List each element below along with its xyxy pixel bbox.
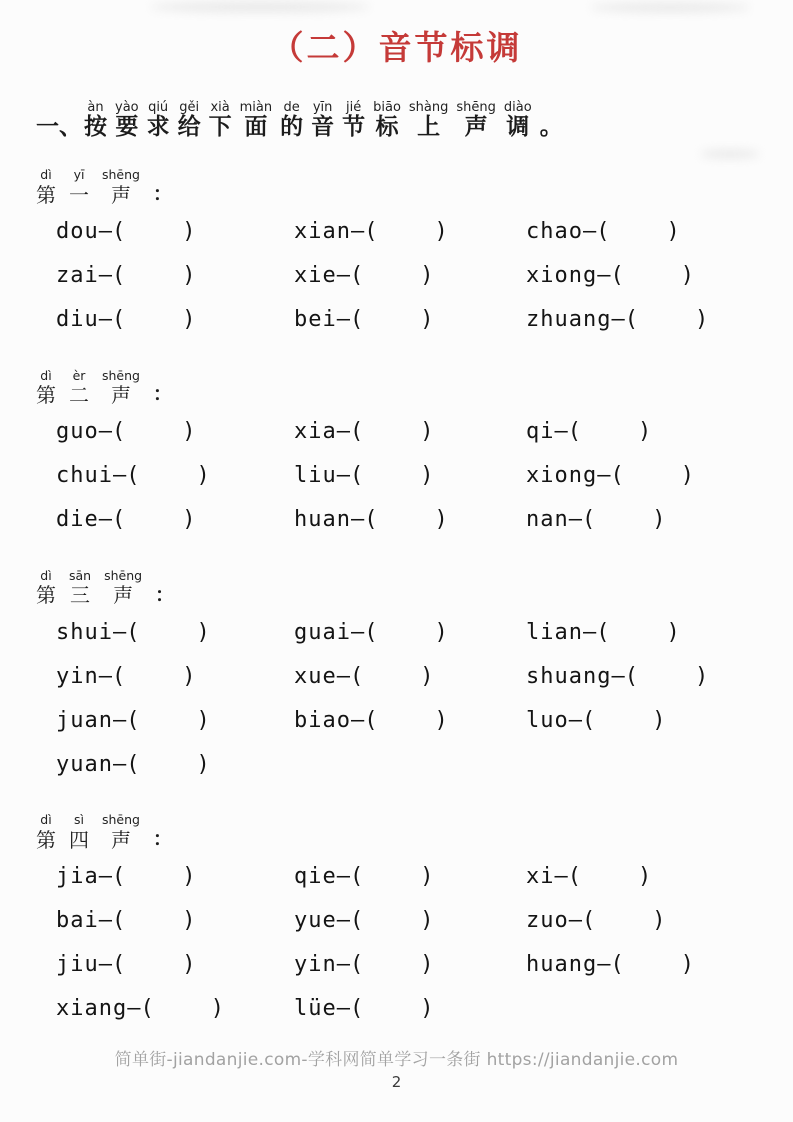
paren-open: ( bbox=[567, 864, 581, 890]
paren-close: ) bbox=[196, 619, 210, 645]
dash: — bbox=[336, 952, 350, 978]
dash: — bbox=[350, 619, 365, 645]
syllable-entry bbox=[56, 908, 294, 933]
paren-close: ) bbox=[182, 219, 196, 245]
word-hanzi: 第 bbox=[36, 382, 56, 407]
dash: — bbox=[112, 463, 127, 489]
paren-open: ( bbox=[624, 663, 638, 689]
paren-open: ( bbox=[112, 219, 126, 245]
syllable-text: juan bbox=[56, 707, 113, 733]
word-pinyin: yīn bbox=[312, 99, 333, 115]
word-pinyin: èr bbox=[72, 367, 86, 383]
paren-close: ) bbox=[434, 219, 448, 245]
word-hanzi: 一 bbox=[69, 182, 89, 207]
paren-open: ( bbox=[112, 864, 126, 890]
section-first-tone bbox=[36, 168, 793, 341]
word-pinyin: shēng bbox=[102, 167, 140, 183]
syllable-entry bbox=[294, 664, 526, 689]
dash: — bbox=[336, 996, 350, 1022]
paren-open: ( bbox=[582, 707, 596, 733]
word-hanzi: 二 bbox=[69, 382, 89, 407]
pinyin-word bbox=[69, 369, 89, 407]
dash: — bbox=[112, 707, 127, 733]
paren-open: ( bbox=[350, 996, 364, 1022]
word-hanzi: 声 bbox=[464, 114, 488, 141]
paren-open: ( bbox=[350, 663, 364, 689]
paren-open: ( bbox=[582, 507, 596, 533]
syllable-entry bbox=[56, 219, 294, 244]
paren-close: ) bbox=[182, 419, 196, 445]
pinyin-word bbox=[84, 101, 107, 142]
syllable-entry bbox=[56, 419, 294, 444]
paren-close: ) bbox=[210, 996, 224, 1022]
paren-open: ( bbox=[126, 463, 140, 489]
word-hanzi: 面 bbox=[244, 114, 268, 141]
pinyin-word bbox=[342, 101, 365, 142]
paren-open: ( bbox=[364, 619, 378, 645]
paren-open: ( bbox=[112, 263, 126, 289]
syllable-entry bbox=[294, 219, 526, 244]
syllable-entry bbox=[294, 620, 526, 645]
syllable-entry bbox=[526, 219, 793, 244]
syllable-entry bbox=[56, 620, 294, 645]
syllable-entry bbox=[526, 664, 793, 689]
syllable-text: jia bbox=[56, 864, 99, 890]
pinyin-word bbox=[240, 101, 272, 142]
paren-open: ( bbox=[112, 307, 126, 333]
pinyin-word bbox=[147, 101, 170, 142]
word-pinyin: gěi bbox=[179, 99, 200, 115]
word-hanzi: 标 bbox=[375, 114, 399, 141]
word-pinyin: sì bbox=[74, 812, 84, 828]
syllable-entry bbox=[56, 307, 294, 332]
pinyin-word bbox=[102, 813, 140, 851]
page-title: （二）音节标调 bbox=[270, 28, 523, 67]
word-hanzi: 音 bbox=[311, 114, 335, 141]
syllable-text: zuo bbox=[526, 908, 569, 934]
pinyin-word bbox=[102, 168, 140, 206]
paren-close: ) bbox=[666, 619, 680, 645]
section-header-colon: ： bbox=[152, 827, 172, 850]
paren-open: ( bbox=[112, 952, 126, 978]
section-fourth-tone bbox=[36, 813, 793, 1030]
paren-open: ( bbox=[610, 463, 624, 489]
paren-close: ) bbox=[182, 307, 196, 333]
paren-close: ) bbox=[694, 307, 709, 333]
syllable-entry bbox=[56, 463, 294, 488]
word-pinyin: shēng bbox=[104, 567, 143, 583]
syllable-text: zhuang bbox=[526, 307, 612, 333]
dash: — bbox=[568, 507, 582, 533]
paren-close: ) bbox=[652, 908, 666, 934]
word-hanzi: 第 bbox=[36, 827, 56, 852]
syllable-entry bbox=[526, 908, 793, 933]
word-pinyin: xià bbox=[210, 99, 230, 115]
syllable-text: lüe bbox=[294, 996, 337, 1022]
syllable-text: zai bbox=[56, 263, 99, 289]
paren-open: ( bbox=[112, 663, 126, 689]
paren-close: ) bbox=[420, 864, 434, 890]
page-number: 2 bbox=[391, 1072, 402, 1091]
paren-close: ) bbox=[666, 219, 680, 245]
dash: — bbox=[597, 952, 611, 978]
paren-open: ( bbox=[350, 419, 364, 445]
syllable-entry bbox=[526, 419, 793, 444]
dash: — bbox=[336, 419, 350, 445]
dash: — bbox=[98, 419, 112, 445]
pinyin-word bbox=[373, 101, 401, 142]
dash: — bbox=[98, 307, 112, 333]
syllable-entry bbox=[294, 908, 526, 933]
paren-close: ) bbox=[434, 619, 448, 645]
paren-open: ( bbox=[364, 507, 378, 533]
dash: — bbox=[568, 908, 582, 934]
dash: — bbox=[336, 307, 350, 333]
paren-close: ) bbox=[182, 952, 196, 978]
syllable-text: diu bbox=[56, 307, 99, 333]
syllable-entry bbox=[56, 752, 294, 777]
dash: — bbox=[112, 619, 127, 645]
syllable-text: nan bbox=[526, 507, 569, 533]
word-hanzi: 第 bbox=[36, 182, 56, 207]
syllable-text: die bbox=[56, 507, 99, 533]
instruction-period: 。 bbox=[539, 114, 563, 141]
syllable-text: xie bbox=[294, 263, 337, 289]
paren-open: ( bbox=[350, 864, 364, 890]
syllable-entry bbox=[56, 996, 294, 1021]
paren-open: ( bbox=[350, 463, 364, 489]
dash: — bbox=[336, 263, 350, 289]
dash: — bbox=[98, 864, 112, 890]
word-pinyin: yī bbox=[73, 167, 85, 183]
syllable-text: yuan bbox=[56, 751, 113, 777]
word-pinyin: shēng bbox=[456, 99, 496, 115]
section-header bbox=[36, 813, 793, 851]
paren-close: ) bbox=[680, 263, 694, 289]
dash: — bbox=[597, 263, 611, 289]
paren-close: ) bbox=[196, 463, 210, 489]
section-header bbox=[36, 569, 793, 607]
syllable-text: xi bbox=[526, 864, 555, 890]
syllable-text: qi bbox=[526, 419, 555, 445]
word-hanzi: 声 bbox=[113, 583, 134, 608]
scan-smudge bbox=[590, 3, 750, 12]
paren-close: ) bbox=[420, 908, 434, 934]
word-hanzi: 按 bbox=[84, 114, 107, 141]
syllable-entry bbox=[526, 708, 793, 733]
word-hanzi: 调 bbox=[506, 114, 530, 141]
syllable-text: dou bbox=[56, 219, 99, 245]
paren-open: ( bbox=[350, 307, 364, 333]
word-pinyin: miàn bbox=[239, 99, 273, 115]
dash: — bbox=[336, 908, 350, 934]
dash: — bbox=[582, 619, 597, 645]
syllable-text: luo bbox=[526, 707, 569, 733]
syllable-grid bbox=[56, 610, 793, 786]
paren-close: ) bbox=[182, 507, 196, 533]
syllable-text: xian bbox=[294, 219, 351, 245]
paren-open: ( bbox=[350, 908, 364, 934]
paren-open: ( bbox=[610, 263, 624, 289]
pinyin-word bbox=[36, 569, 56, 607]
dash: — bbox=[336, 864, 350, 890]
syllable-entry bbox=[56, 864, 294, 889]
paren-open: ( bbox=[140, 996, 154, 1022]
instruction-words bbox=[84, 96, 540, 142]
paren-close: ) bbox=[420, 307, 434, 333]
paren-close: ) bbox=[196, 751, 210, 777]
word-hanzi: 的 bbox=[280, 114, 304, 141]
dash: — bbox=[336, 463, 350, 489]
paren-close: ) bbox=[694, 663, 709, 689]
footer-text: 简单街-jiandanjie.com-学科网简单学习一条街 https://jiandanjie.com bbox=[114, 1049, 679, 1070]
word-pinyin: shēng bbox=[102, 367, 140, 383]
syllable-text: shuang bbox=[526, 663, 612, 689]
paren-open: ( bbox=[112, 419, 126, 445]
syllable-text: qie bbox=[294, 864, 337, 890]
paren-open: ( bbox=[596, 619, 610, 645]
paren-open: ( bbox=[567, 419, 581, 445]
syllable-entry bbox=[526, 463, 793, 488]
dash: — bbox=[98, 908, 112, 934]
word-pinyin: àn bbox=[87, 99, 104, 115]
paren-close: ) bbox=[652, 507, 666, 533]
paren-close: ) bbox=[638, 864, 652, 890]
syllable-entry bbox=[294, 263, 526, 288]
syllable-text: chui bbox=[56, 463, 113, 489]
paren-close: ) bbox=[182, 263, 196, 289]
syllable-entry bbox=[294, 507, 526, 532]
syllable-text: liu bbox=[294, 463, 337, 489]
syllable-entry bbox=[526, 952, 793, 977]
pinyin-word bbox=[311, 101, 334, 142]
syllable-text: xiong bbox=[526, 463, 598, 489]
scan-smudge bbox=[700, 150, 760, 158]
pinyin-word bbox=[69, 813, 89, 851]
section-header-colon: ： bbox=[155, 583, 175, 606]
paren-open: ( bbox=[126, 751, 140, 777]
syllable-entry bbox=[56, 507, 294, 532]
syllable-text: yue bbox=[294, 908, 337, 934]
word-pinyin: yào bbox=[115, 99, 139, 115]
syllable-text: xiong bbox=[526, 263, 598, 289]
word-pinyin: shàng bbox=[408, 99, 449, 115]
pinyin-word bbox=[504, 101, 532, 142]
paren-open: ( bbox=[350, 952, 364, 978]
word-pinyin: dì bbox=[40, 567, 52, 583]
paren-close: ) bbox=[652, 707, 666, 733]
pinyin-word bbox=[280, 101, 303, 142]
paren-close: ) bbox=[680, 952, 694, 978]
word-pinyin: qiú bbox=[148, 99, 169, 115]
section-header-colon: ： bbox=[152, 182, 172, 205]
dash: — bbox=[350, 219, 365, 245]
word-pinyin: de bbox=[283, 99, 300, 115]
word-pinyin: sān bbox=[69, 567, 92, 583]
word-hanzi: 给 bbox=[177, 114, 201, 141]
syllable-entry bbox=[294, 996, 526, 1021]
pinyin-word bbox=[409, 101, 448, 142]
syllable-text: guai bbox=[294, 619, 351, 645]
word-pinyin: diào bbox=[503, 99, 532, 115]
dash: — bbox=[336, 663, 350, 689]
syllable-entry bbox=[526, 307, 793, 332]
dash: — bbox=[597, 463, 611, 489]
dash: — bbox=[582, 219, 597, 245]
pinyin-word bbox=[69, 569, 91, 607]
word-hanzi: 节 bbox=[342, 114, 366, 141]
word-hanzi: 声 bbox=[110, 827, 131, 852]
paren-open: ( bbox=[610, 952, 624, 978]
paren-open: ( bbox=[112, 908, 126, 934]
syllable-text: bei bbox=[294, 307, 337, 333]
syllable-grid bbox=[56, 210, 793, 342]
section-header bbox=[36, 369, 793, 407]
pinyin-word bbox=[69, 168, 89, 206]
dash: — bbox=[127, 996, 141, 1022]
paren-open: ( bbox=[624, 307, 638, 333]
instruction-number: 一、 bbox=[36, 114, 82, 141]
paren-open: ( bbox=[112, 507, 126, 533]
syllable-text: shui bbox=[56, 619, 113, 645]
syllable-entry bbox=[526, 507, 793, 532]
pinyin-word bbox=[36, 813, 56, 851]
syllable-entry bbox=[526, 263, 793, 288]
paren-open: ( bbox=[364, 707, 378, 733]
word-pinyin: dì bbox=[40, 367, 52, 383]
word-hanzi: 第 bbox=[36, 583, 56, 608]
syllable-entry bbox=[526, 620, 793, 645]
paren-close: ) bbox=[680, 463, 694, 489]
syllable-entry bbox=[56, 664, 294, 689]
syllable-grid bbox=[56, 855, 793, 1031]
syllable-text: chao bbox=[526, 219, 583, 245]
syllable-text: lian bbox=[526, 619, 583, 645]
dash: — bbox=[350, 707, 365, 733]
paren-close: ) bbox=[182, 908, 196, 934]
syllable-entry bbox=[56, 263, 294, 288]
section-header-colon: ： bbox=[152, 383, 172, 406]
paren-close: ) bbox=[434, 707, 448, 733]
dash: — bbox=[554, 419, 568, 445]
word-hanzi: 声 bbox=[110, 182, 131, 207]
paren-open: ( bbox=[126, 707, 140, 733]
dash: — bbox=[568, 707, 582, 733]
syllable-entry bbox=[294, 307, 526, 332]
word-pinyin: jié bbox=[345, 99, 362, 115]
pinyin-word bbox=[178, 101, 201, 142]
syllable-text: huan bbox=[294, 507, 351, 533]
syllable-text: yin bbox=[56, 663, 99, 689]
syllable-text: xia bbox=[294, 419, 337, 445]
syllable-entry bbox=[56, 708, 294, 733]
pinyin-word bbox=[36, 168, 56, 206]
paren-close: ) bbox=[196, 707, 210, 733]
paren-close: ) bbox=[420, 952, 434, 978]
pinyin-word bbox=[102, 369, 140, 407]
syllable-entry bbox=[526, 864, 793, 889]
pinyin-word bbox=[209, 101, 232, 142]
word-pinyin: dì bbox=[40, 812, 52, 828]
dash: — bbox=[611, 307, 625, 333]
paren-close: ) bbox=[434, 507, 448, 533]
syllable-text: huang bbox=[526, 952, 598, 978]
paren-close: ) bbox=[420, 419, 434, 445]
paren-close: ) bbox=[420, 263, 434, 289]
paren-open: ( bbox=[596, 219, 610, 245]
syllable-text: guo bbox=[56, 419, 99, 445]
pinyin-word bbox=[456, 101, 496, 142]
section-second-tone bbox=[36, 369, 793, 542]
dash: — bbox=[98, 507, 112, 533]
sections-container bbox=[0, 168, 793, 1031]
syllable-text: xiang bbox=[56, 996, 128, 1022]
syllable-entry bbox=[294, 708, 526, 733]
pinyin-word bbox=[36, 369, 56, 407]
paren-close: ) bbox=[182, 663, 196, 689]
word-hanzi: 四 bbox=[69, 827, 89, 852]
dash: — bbox=[611, 663, 625, 689]
paren-close: ) bbox=[182, 864, 196, 890]
pinyin-word bbox=[104, 569, 142, 607]
word-pinyin: shēng bbox=[102, 812, 140, 828]
dash: — bbox=[98, 663, 112, 689]
word-hanzi: 三 bbox=[70, 583, 91, 608]
dash: — bbox=[554, 864, 568, 890]
paren-close: ) bbox=[420, 996, 434, 1022]
word-hanzi: 下 bbox=[208, 114, 232, 141]
section-header bbox=[36, 168, 793, 206]
syllable-text: xue bbox=[294, 663, 337, 689]
paren-close: ) bbox=[420, 463, 434, 489]
syllable-entry bbox=[56, 952, 294, 977]
paren-open: ( bbox=[364, 219, 378, 245]
paren-close: ) bbox=[420, 663, 434, 689]
word-hanzi: 要 bbox=[115, 114, 139, 141]
scan-smudge bbox=[150, 2, 370, 12]
syllable-grid bbox=[56, 410, 793, 542]
word-hanzi: 声 bbox=[110, 382, 131, 407]
paren-open: ( bbox=[350, 263, 364, 289]
syllable-text: bai bbox=[56, 908, 99, 934]
syllable-text: biao bbox=[294, 707, 351, 733]
dash: — bbox=[98, 219, 112, 245]
dash: — bbox=[98, 263, 112, 289]
syllable-text: jiu bbox=[56, 952, 99, 978]
word-pinyin: biāo bbox=[373, 99, 401, 115]
syllable-entry bbox=[294, 463, 526, 488]
word-pinyin: dì bbox=[40, 167, 52, 183]
syllable-text: yin bbox=[294, 952, 337, 978]
paren-open: ( bbox=[582, 908, 596, 934]
paren-open: ( bbox=[126, 619, 140, 645]
dash: — bbox=[98, 952, 112, 978]
section-third-tone bbox=[36, 569, 793, 786]
syllable-entry bbox=[294, 952, 526, 977]
syllable-entry bbox=[294, 419, 526, 444]
dash: — bbox=[112, 751, 127, 777]
pinyin-word bbox=[115, 101, 139, 142]
word-hanzi: 求 bbox=[146, 114, 170, 141]
instruction-line bbox=[36, 96, 793, 142]
word-hanzi: 上 bbox=[417, 114, 441, 141]
syllable-entry bbox=[294, 864, 526, 889]
dash: — bbox=[350, 507, 365, 533]
paren-close: ) bbox=[638, 419, 652, 445]
